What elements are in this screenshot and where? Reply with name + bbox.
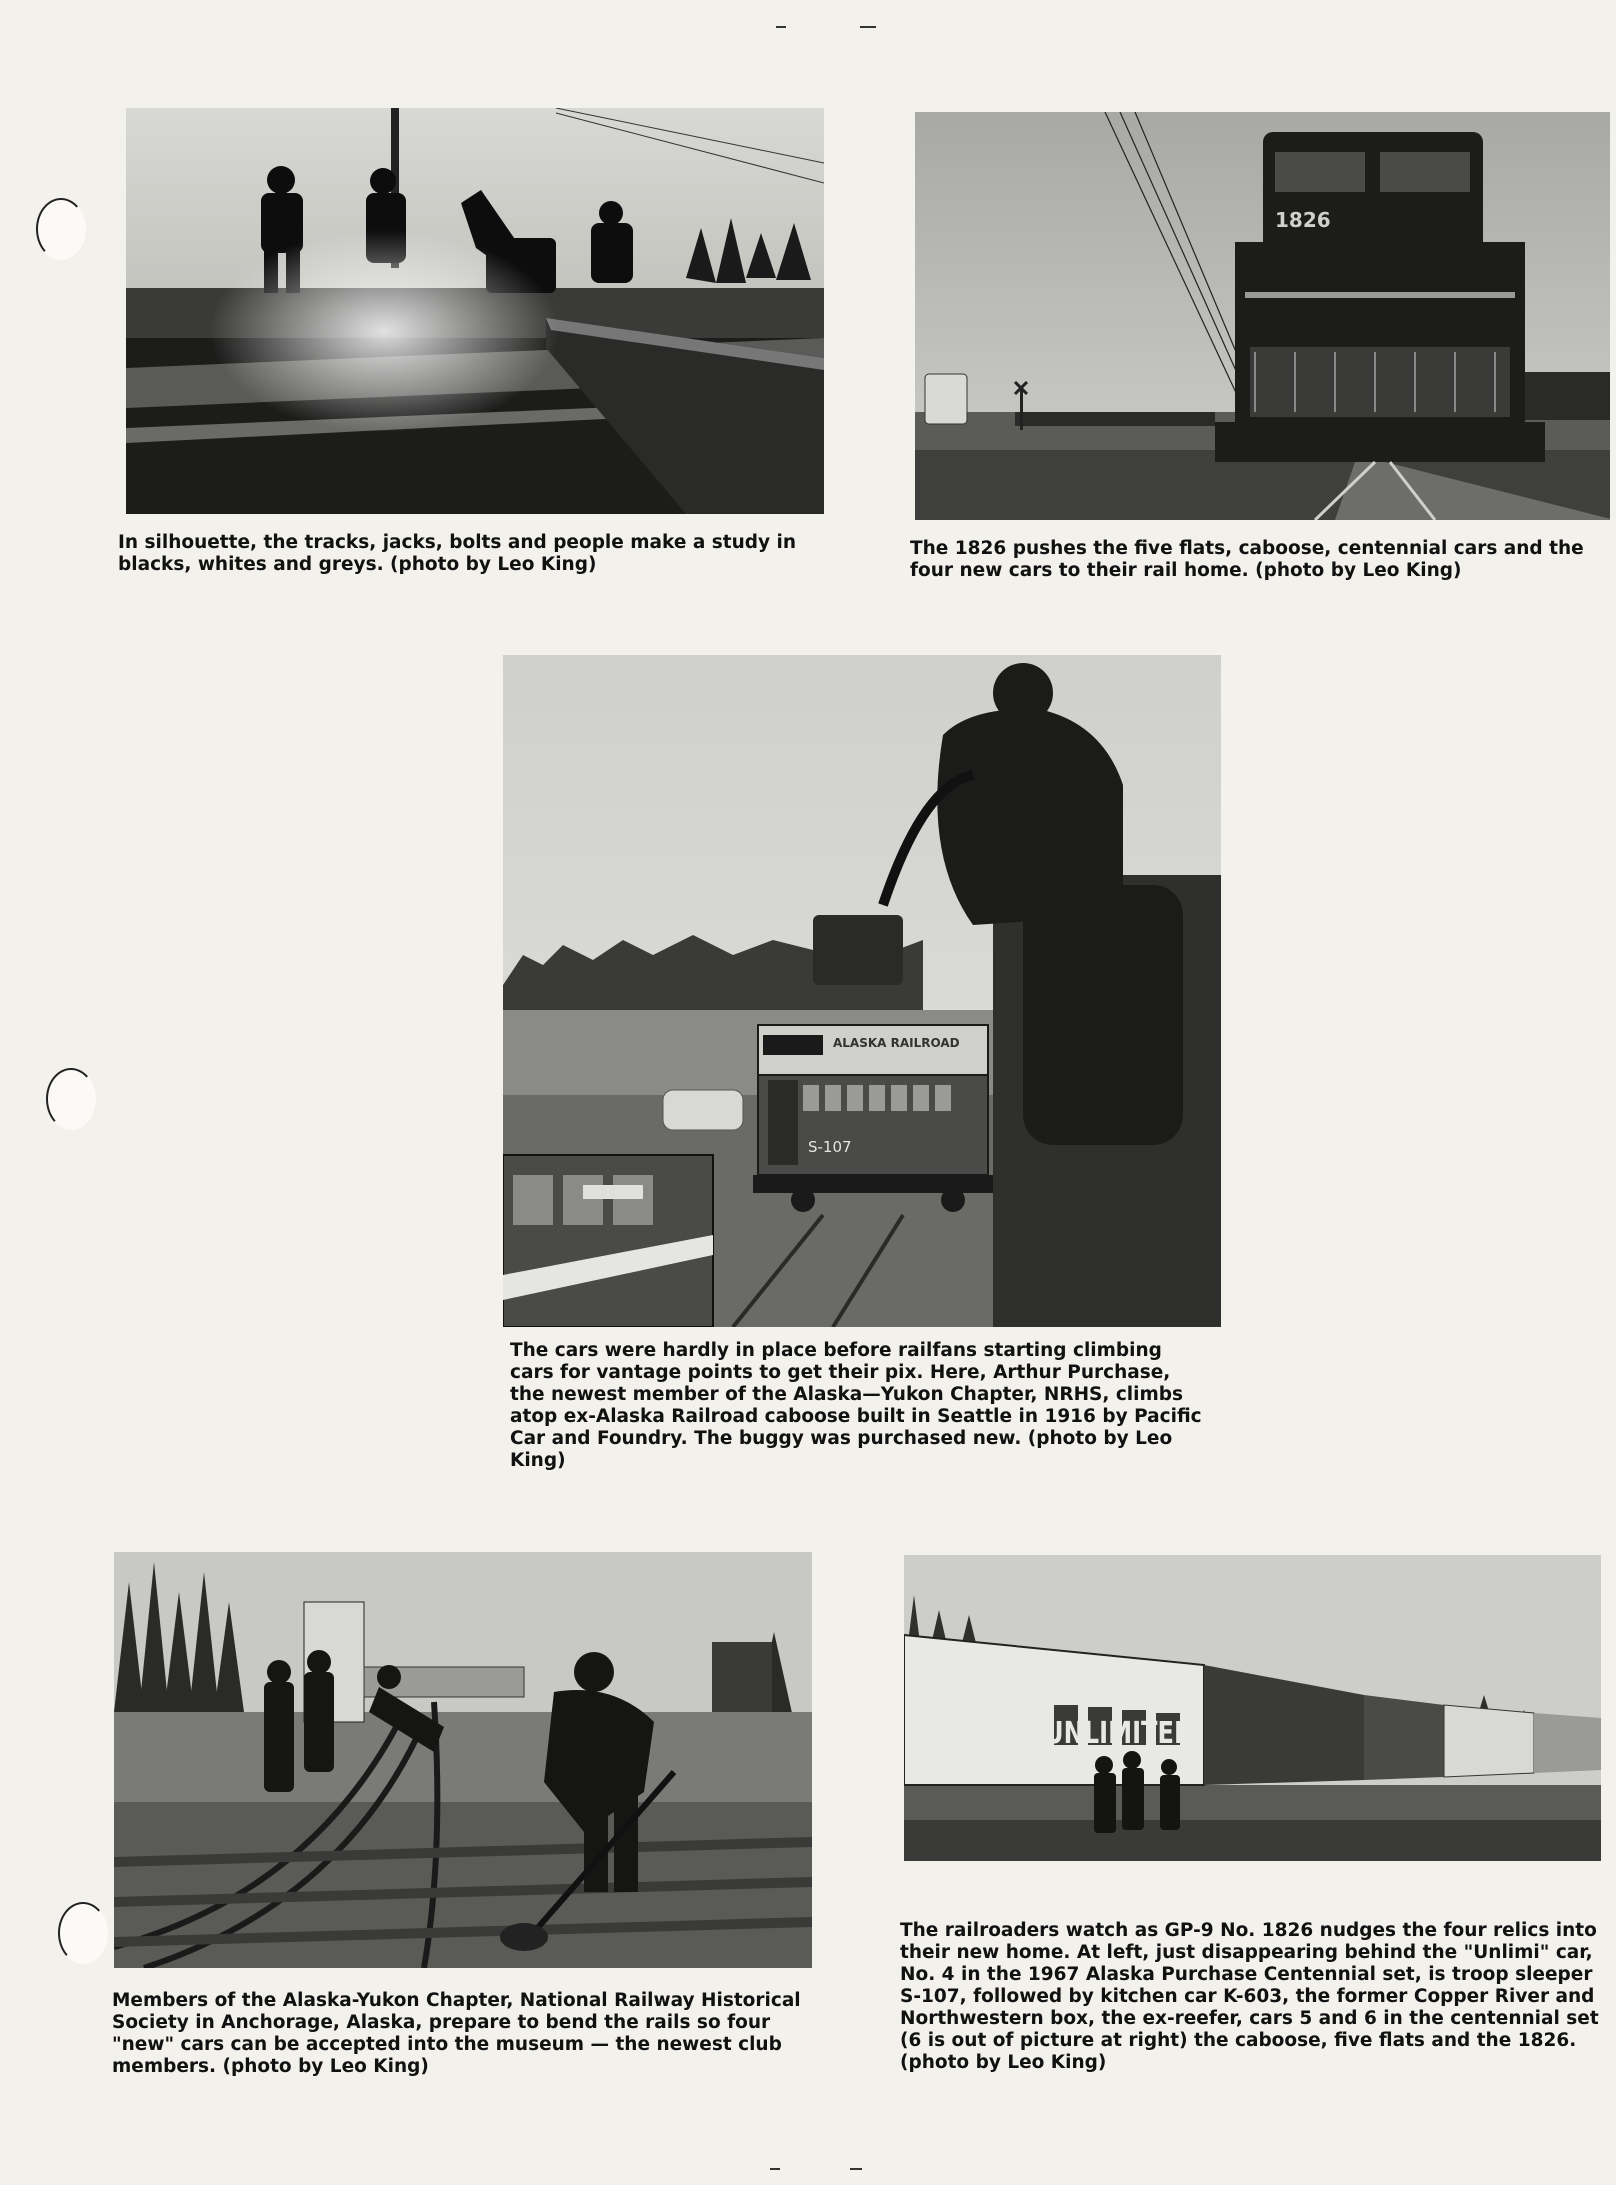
- photo-silhouette-track-crew: [126, 108, 824, 514]
- silhouette-scene-image: [126, 108, 824, 514]
- caption-photo-locomotive: The 1826 pushes the five flats, caboose, centennial cars and the four new cars to their rail home. (photo by Leo King): [910, 538, 1584, 581]
- binder-hole-bottom: [58, 1902, 108, 1964]
- caboose-lettering: ALASKA RAILROAD: [833, 1036, 960, 1050]
- page-mark-bottom: [770, 2168, 780, 2170]
- rail-bending-scene-image: [114, 1552, 812, 1968]
- locomotive-number-plate: 1826: [1275, 208, 1331, 232]
- caption-photo-silhouette: In silhouette, the tracks, jacks, bolts and people make a study in blacks, whites and greys. (photo by Leo King): [118, 532, 797, 575]
- photo-railroaders-watch: [904, 1555, 1601, 1861]
- caption-photo-rail-bending: Members of the Alaska-Yukon Chapter, National Railway Historical Society in Anchorage, Alaska, prepare to bend the rails so four "new" cars can be accepted into the museum — the newest club members. (photo by Leo King): [112, 1990, 801, 2077]
- page-mark-bottom-2: [850, 2168, 862, 2170]
- locomotive-scene-image: [915, 112, 1610, 520]
- binder-hole-middle: [46, 1068, 96, 1130]
- page-mark-top: [776, 26, 786, 28]
- photo-railfan-on-caboose: [503, 655, 1221, 1327]
- page-mark-top-2: [860, 26, 876, 28]
- photo-members-bending-rails: [114, 1552, 812, 1968]
- caboose-scene-image: [503, 655, 1221, 1327]
- photo-locomotive-1826: [915, 112, 1610, 520]
- caboose-number: S-107: [808, 1138, 852, 1156]
- unlimited-car-lettering: UNLIMITED: [1044, 1716, 1194, 1751]
- railroaders-scene-image: [904, 1555, 1601, 1861]
- caption-photo-caboose: The cars were hardly in place before railfans starting climbing cars for vantage points to get their pix. Here, Arthur Purchase, the newest member of the Alaska—Yukon Chapter, NRHS, climbs atop ex-Alaska Railroad caboose built in Seattle in 1916 by Pacific Car and Foundry. The buggy was purchased new. (photo by Leo King): [510, 1340, 1202, 1471]
- binder-hole-top: [36, 198, 86, 260]
- caption-photo-railroaders: The railroaders watch as GP-9 No. 1826 nudges the four relics into their new home. At left, just disappearing behind the "Unlimi" car, No. 4 in the 1967 Alaska Purchase Centennial set, is troop sleeper S-107, followed by kitchen car K-603, the former Copper River and Northwestern box, the ex-reefer, cars 5 and 6 in the centennial set (6 is out of picture at right) the caboose, five flats and the 1826. (photo by Leo King): [900, 1920, 1599, 2073]
